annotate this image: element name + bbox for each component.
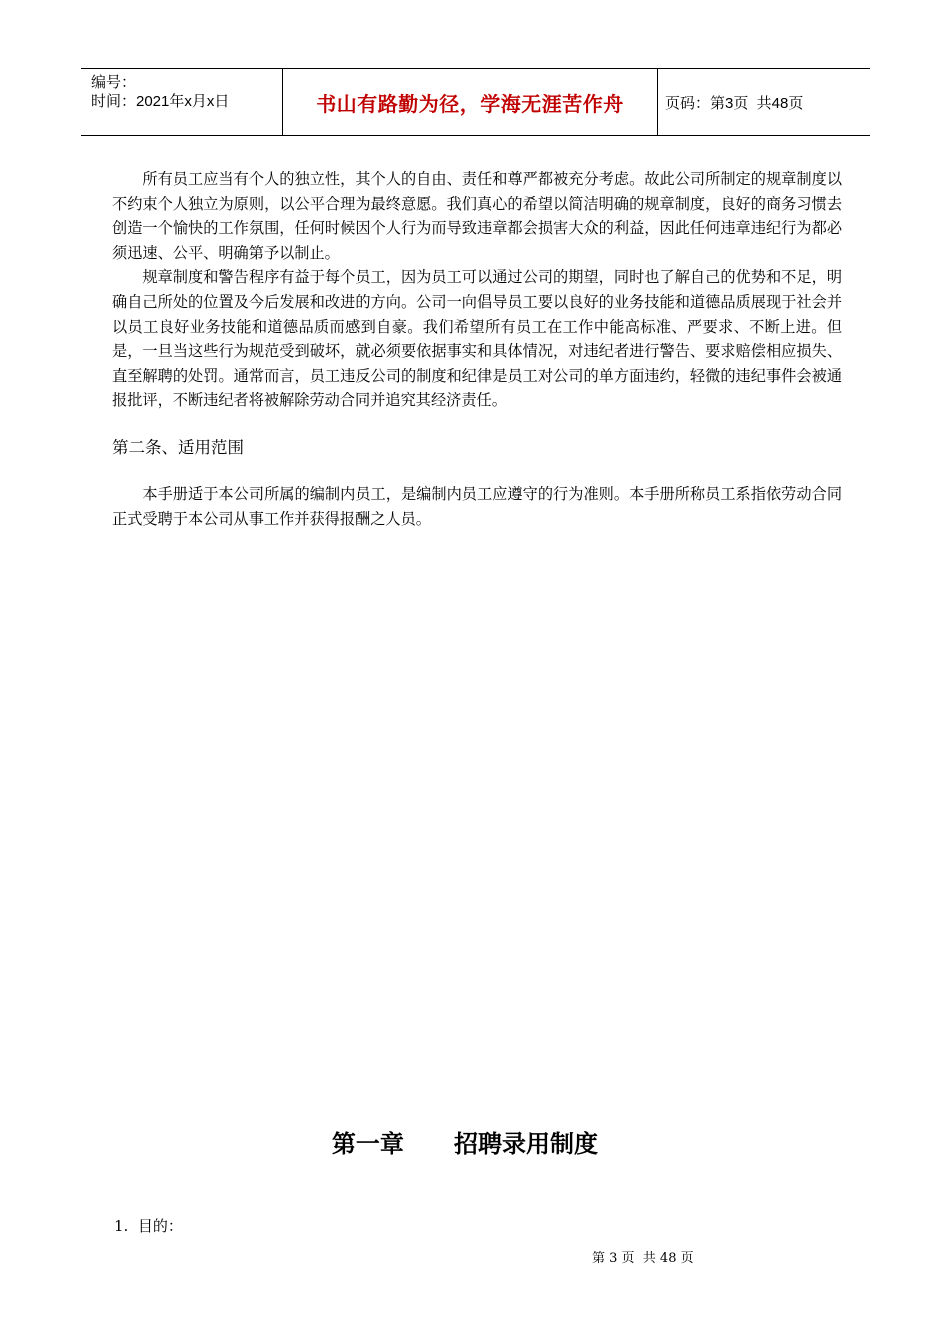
scope-paragraph: 本手册适于本公司所属的编制内员工，是编制内员工应遵守的行为准则。本手册所称员工系指依劳动合同正式受聘于本公司从事工作并获得报酬之人员。 — [112, 484, 842, 528]
body-paragraph-2: 规章制度和警告程序有益于每个员工，因为员工可以通过公司的期望，同时也了解自己的优势和不足，明确自己所处的位置及今后发展和改进的方向。公司一向倡导员工要以良好的业务技能和道德品质展现于社会并以员工良好业务技能和道德品质而感到自豪。我们希望所有员工在工作中能高标准、严要求、不断上进。但是，一旦当这些行为规范受到破坏，就必须要依据事实和具体情况，对违纪者进行警告、要求赔偿相应损失、直至解聘的处罚。通常而言，员工违反公司的制度和纪律是员工对公司的单方面违约，轻微的违纪事件会被通报批评，不断违纪者将被解除劳动合同并追究其经济责任。 — [112, 268, 842, 410]
header-page-info: 页码：第3页 共48页 — [665, 94, 804, 112]
header-meta — [81, 69, 282, 135]
list-item-purpose: 1. 目的： — [114, 1217, 183, 1235]
page-header — [81, 68, 870, 136]
section-title-scope: 第二条、适用范围 — [112, 437, 244, 457]
chapter-heading: 第一章 招聘录用制度 — [331, 1130, 599, 1158]
document-body — [112, 167, 842, 531]
page-footer: 第 3 页 共 48 页 — [592, 1251, 694, 1266]
body-paragraph-1: 所有员工应当有个人的独立性，其个人的自由、责任和尊严都被充分考虑。故此公司所制定的规章制度以不约束个人独立为原则，以公平合理为最终意愿。我们真心的希望以简洁明确的规章制度，良好的商务习惯去创造一个愉快的工作氛围，任何时候因个人行为而导致违章都会损害大众的利益，因此任何违章违纪行为都必须迅速、公平、明确第予以制止。 — [112, 170, 842, 262]
document-number-label: 编号： — [91, 74, 137, 91]
header-motto: 书山有路勤为径，学海无涯苦作舟 — [282, 69, 658, 135]
document-date-label: 时间：2021年x月x日 — [91, 93, 230, 110]
